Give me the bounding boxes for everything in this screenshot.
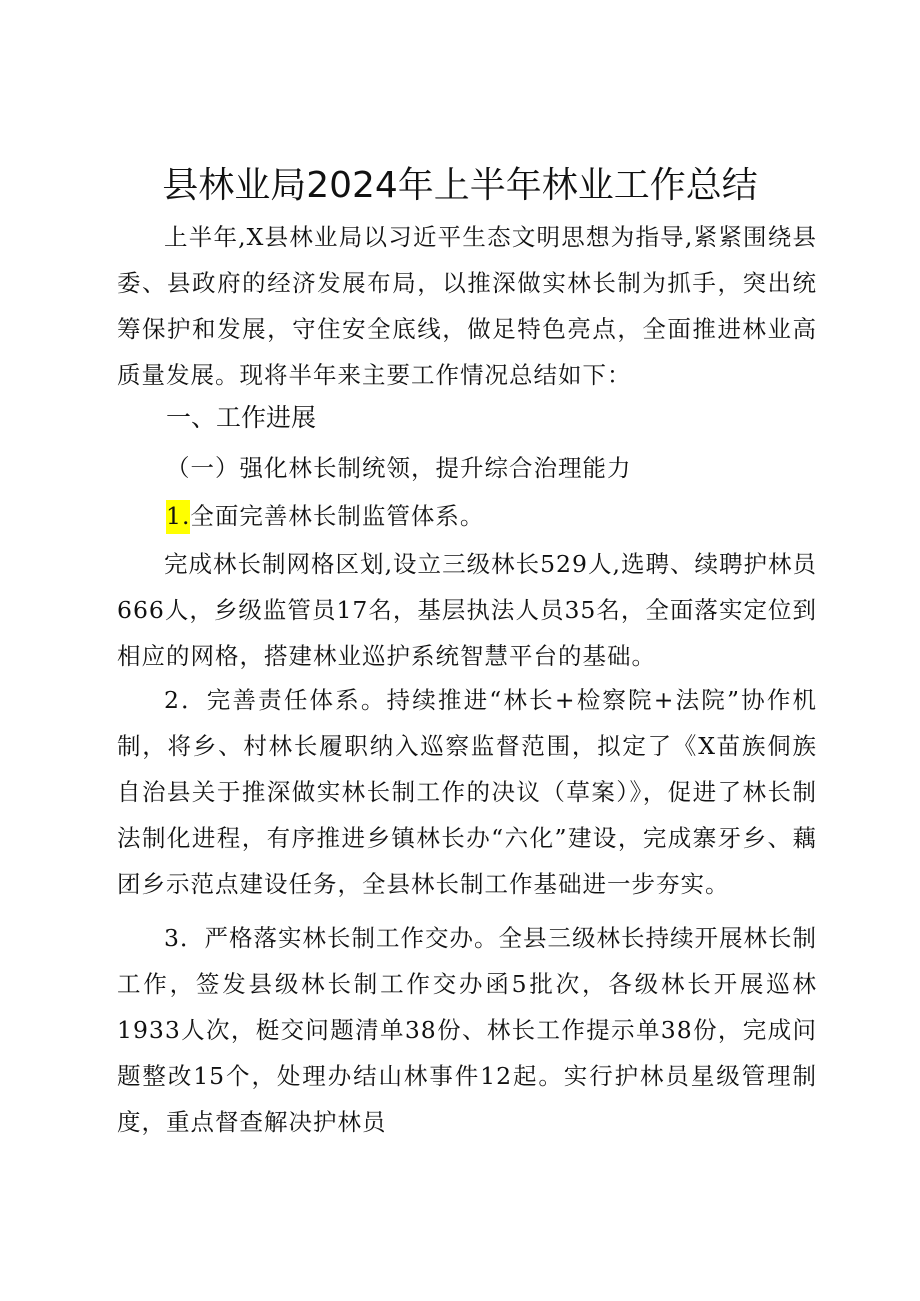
item-1-title: 全面完善林长制监管体系。 xyxy=(190,502,485,530)
item-1-number-highlight: 1. xyxy=(166,500,190,534)
document-title: 县林业局2024年上半年林业工作总结 xyxy=(162,165,758,206)
item-2-paragraph: 2．完善责任体系。持续推进“林长+检察院+法院”协作机制，将乡、村林长履职纳入巡察监督范围，拟定了《X苗族侗族自治县关于推深做实林长制工作的决议（草案）》，促进了林长制法制化进程，有序推进乡镇林长办“六化”建设，完成寨牙乡、藕团乡示范点建设任务，全县林长制工作基础进一步夯实。 xyxy=(117,686,818,898)
intro-paragraph: 上半年,X县林业局以习近平生态文明思想为指导,紧紧围绕县委、县政府的经济发展布局，以推深做实林长制为抓手，突出统筹保护和发展，守住安全底线，做足特色亮点，全面推进林业高质量发展。现将半年来主要工作情况总结如下： xyxy=(117,223,817,389)
item-3-paragraph: 3．严格落实林长制工作交办。全县三级林长持续开展林长制工作，签发县级林长制工作交办函5批次，各级林长开展巡林1933人次，梃交问题清单38份、林长工作提示单38份，完成问题整改15个，处理办结山林事件12起。实行护林员星级管理制度，重点督查解决护林员 xyxy=(117,924,817,1136)
subsection-heading-forest-chief: （一）强化林长制统领，提升综合治理能力 xyxy=(166,454,632,482)
section-heading-progress: 一、工作进展 xyxy=(166,403,317,432)
item-1-body: 完成林长制网格区划,设立三级林长529人,选聘、续聘护林员666人，乡级监管员17名，基层执法人员35名，全面落实定位到相应的网格，搭建林业巡护系统智慧平台的基础。 xyxy=(117,550,817,670)
item-1-heading xyxy=(166,496,484,536)
